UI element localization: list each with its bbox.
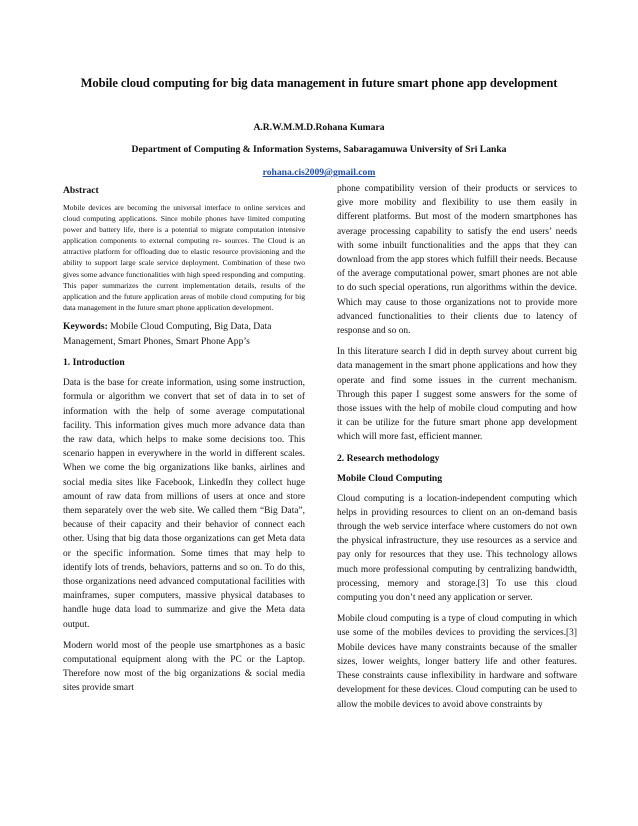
paper-title: Mobile cloud computing for big data management in future smart phone app development xyxy=(80,76,558,90)
keywords-text: Mobile Cloud Computing, Big Data, Data Management, Smart Phones, Smart Phone App’s xyxy=(63,320,272,347)
abstract-text: Mobile devices are becoming the universal interface to online services and cloud computing applications. Since mobile phones have limited computing power and battery life, there is a potential to migrate computation intensive application components to external computing re- sources. The Cloud is an attractive platform for offloading due to elastic resource provisioning and the ability to support large scale service deployment. Combination of these two gives some advance functionalities with high speed responding and computing. This paper summarizes the current implementation details, results of the application and the future application areas of mobile cloud computing for big data management in the future smart phone application development. xyxy=(63,203,305,312)
left-column xyxy=(63,184,305,810)
author-email xyxy=(40,167,598,178)
introduction-paragraph-3: phone compatibility version of their products or services to give more mobility and flexibility to use them easily in different platforms. But most of the modern smartphones has average processing capability to satisfy the end users’ needs with some inbuilt functionalities and the apps that they can download from the app stores which fulfill their needs. Because of the average computational power, smart phones are not able to do such special operations, run algorithms within the device. Which may cause to those organizations not to provide more advanced functionalities to their clients due to latency of response and so on. xyxy=(337,184,577,337)
keywords xyxy=(63,320,305,349)
introduction-heading: 1. Introduction xyxy=(63,357,125,369)
introduction-paragraph-1: Data is the base for create information, using some instruction, formula or algorithm we convert that set of data in to set of information with the help of some average computational facility. This information gives much more advance data than the raw data, which helps to make some decisions too. This scenario happen in everywhere in the world in different scales. When we come the big organizations like banks, airlines and social media sites like Facebook, LinkedIn they collect huge amount of raw data from millions of users at once and store them separately over the web site. We called them “Big Data”, because of their capacity and their behavior of connect each other. Using that big data those organizations can get Meta data or the specific information. Some times that may help to identify lots of trends, behaviors, patterns and so on. To do this, those organizations need advanced computational facilities with mainframes, super computers, massive physical databases to handle huge data load to summarize and give the Meta data output. xyxy=(63,378,305,630)
methodology-heading: 2. Research methodology xyxy=(337,452,440,464)
mobile-cloud-subheading: Mobile Cloud Computing xyxy=(337,472,443,484)
methodology-paragraph-1: Cloud computing is a location-independent computing which helps in providing resources to client on an on-demand basis through the web service interface where customers do not own the physical infrastructure, they use resources as a service and pay only for resources that they use. This technology allows much more professional computing by centralizing bandwidth, processing, memory and storage.[3] To use this cloud computing you don’t need any application or server. xyxy=(337,493,577,604)
abstract-heading: Abstract xyxy=(63,185,99,196)
author-affiliation: Department of Computing & Information Systems, Sabaragamuwa University of Sri Lanka xyxy=(131,144,507,155)
introduction-paragraph-2: Modern world most of the people use smartphones as a basic computational equipment along with the PC or the Laptop. Therefore now most of the big organizations & social media sites provide smart xyxy=(63,640,305,694)
keywords-label: Keywords: xyxy=(63,320,108,332)
methodology-paragraph-2: Mobile cloud computing is a type of cloud computing in which use some of the mobiles devices to providing the services.[3] Mobile devices have many constraints because of the smaller sizes, lower weights, longer battery life and other features. These constraints cause inflexibility in hardware and software development for these devices. Cloud computing can be used to allow the mobile devices to avoid above constraints by xyxy=(337,614,577,710)
introduction-paragraph-4: In this literature search I did in depth survey about current big data management in the smart phone applications and how they operate and find some issues in the current mechanism. Through this paper I suggest some answers for the some of those issues with the help of mobile cloud computing and how it can be utilize for the future smart phone app development which will more fast, efficient manner. xyxy=(337,347,577,443)
email-link[interactable]: rohana.cis2009@gmail.com xyxy=(262,167,376,178)
right-column xyxy=(337,182,577,808)
author-name: A.R.W.M.M.D.Rohana Kumara xyxy=(253,122,385,133)
